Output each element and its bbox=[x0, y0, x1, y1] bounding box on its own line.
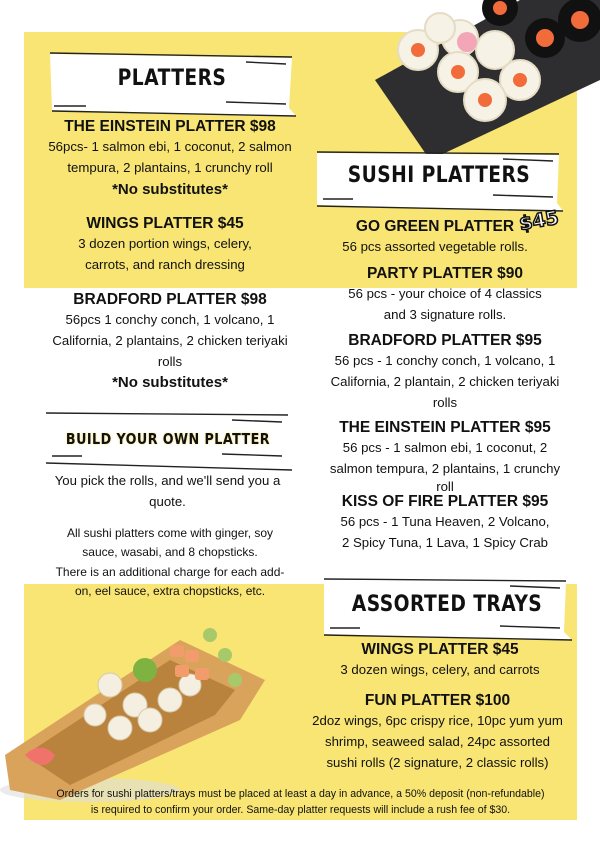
go-green-price-badge: $45 bbox=[517, 206, 561, 236]
wings-platter-45-tray: WINGS PLATTER $45 3 dozen wings, celery, and carrots bbox=[340, 641, 540, 677]
platters-heading: PLATTERS bbox=[117, 66, 227, 91]
build-your-own-heading-banner bbox=[42, 408, 294, 472]
fun-platter-100: FUN PLATTER $100 2doz wings, 6pc crispy rice, 10pc yum yum shrimp, seaweed salad, 24pc assorted sushi rolls (2 signature, 2 classic rolls) bbox=[312, 692, 563, 770]
sushi-platters-heading-banner bbox=[313, 147, 565, 213]
included-items-note: All sushi platters come with ginger, soy sauce, wasabi, and 8 chopsticks. There is an additional charge for each add- on, eel sauce, extra chopsticks, etc. bbox=[55, 526, 285, 598]
order-policy-footer: Orders for sushi platters/trays must be placed at least a day in advance, a 50% deposit (non-refundable) is required to confirm your order. Same-day platter requests will include a rush fee of $30. bbox=[56, 788, 545, 816]
platters-heading-banner bbox=[46, 48, 298, 120]
bradford-platter-95: BRADFORD PLATTER $95 56 pcs - 1 conchy conch, 1 volcano, 1 California, 2 plantain, 2 chicken teriyaki rolls bbox=[330, 332, 560, 410]
einstein-platter-98: THE EINSTEIN PLATTER $98 56pcs- 1 salmon ebi, 1 coconut, 2 salmon tempura, 2 plantains, 1 crunchy roll *No substitutes* bbox=[48, 118, 292, 198]
einstein-platter-95: THE EINSTEIN PLATTER $95 56 pcs - 1 salmon ebi, 1 coconut, 2 salmon tempura, 2 plantains, 1 crunchy roll bbox=[329, 419, 561, 494]
bradford-platter-98: BRADFORD PLATTER $98 56pcs 1 conchy conch, 1 volcano, 1 California, 2 plantains, 2 chicken teriyaki rolls *No substitutes* bbox=[52, 291, 288, 392]
build-your-own-description: You pick the rolls, and we'll send you a quote. bbox=[54, 473, 281, 509]
assorted-trays-heading-banner bbox=[320, 574, 574, 644]
party-platter-90: PARTY PLATTER $90 56 pcs - your choice of 4 classics and 3 signature rolls. bbox=[348, 265, 542, 322]
sushi-rolls-image bbox=[370, 0, 600, 162]
wings-platter-45-left: WINGS PLATTER $45 3 dozen portion wings, celery, carrots, and ranch dressing bbox=[78, 215, 252, 272]
build-your-own-heading: BUILD YOUR OWN PLATTER bbox=[65, 430, 271, 448]
sushi-boat-image bbox=[0, 610, 275, 805]
kiss-of-fire-platter-95: KISS OF FIRE PLATTER $95 56 pcs - 1 Tuna Heaven, 2 Volcano, 2 Spicy Tuna, 1 Lava, 1 Spicy Crab bbox=[340, 493, 550, 550]
assorted-trays-heading: ASSORTED TRAYS bbox=[351, 592, 543, 617]
go-green-platter: GO GREEN PLATTER 56 pcs assorted vegetable rolls. bbox=[342, 218, 528, 254]
sushi-platters-heading: SUSHI PLATTERS bbox=[347, 163, 531, 188]
